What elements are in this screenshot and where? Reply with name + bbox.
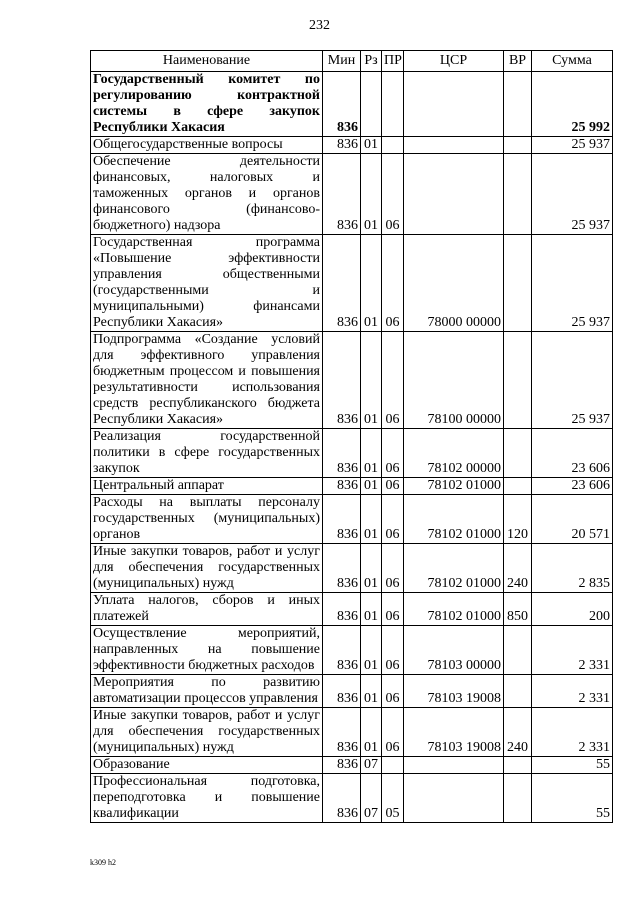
row-csr: 78102 01000 bbox=[404, 478, 504, 495]
row-vr: 240 bbox=[504, 544, 532, 593]
table-row bbox=[91, 675, 613, 708]
row-vr bbox=[504, 478, 532, 495]
table-row bbox=[91, 626, 613, 675]
row-pr: 06 bbox=[382, 495, 404, 544]
row-pr bbox=[382, 72, 404, 137]
header-csr: ЦСР bbox=[404, 51, 504, 72]
row-sum: 55 bbox=[532, 774, 613, 823]
table-header-row bbox=[91, 51, 613, 72]
row-pr: 06 bbox=[382, 332, 404, 429]
row-vr bbox=[504, 757, 532, 774]
row-name: Уплата налогов, сборов и иных платежей bbox=[91, 593, 323, 626]
row-vr bbox=[504, 235, 532, 332]
row-vr: 850 bbox=[504, 593, 532, 626]
row-csr: 78102 00000 bbox=[404, 429, 504, 478]
row-rz: 01 bbox=[361, 137, 382, 154]
row-min: 836 bbox=[323, 774, 361, 823]
row-min: 836 bbox=[323, 332, 361, 429]
table-row bbox=[91, 708, 613, 757]
table-row bbox=[91, 593, 613, 626]
row-vr bbox=[504, 332, 532, 429]
table-row bbox=[91, 154, 613, 235]
row-rz: 01 bbox=[361, 495, 382, 544]
row-vr bbox=[504, 675, 532, 708]
row-rz: 01 bbox=[361, 544, 382, 593]
row-pr bbox=[382, 757, 404, 774]
table-row bbox=[91, 478, 613, 495]
row-name: Иные закупки товаров, работ и услуг для обеспечения государственных (муниципальных) нужд bbox=[91, 544, 323, 593]
header-rz: Рз bbox=[361, 51, 382, 72]
row-rz: 01 bbox=[361, 675, 382, 708]
header-pr: ПР bbox=[382, 51, 404, 72]
row-csr bbox=[404, 154, 504, 235]
row-vr bbox=[504, 72, 532, 137]
row-csr: 78102 01000 bbox=[404, 593, 504, 626]
row-sum: 200 bbox=[532, 593, 613, 626]
row-rz bbox=[361, 72, 382, 137]
row-csr: 78103 19008 bbox=[404, 708, 504, 757]
row-rz: 01 bbox=[361, 708, 382, 757]
row-pr bbox=[382, 137, 404, 154]
row-csr bbox=[404, 757, 504, 774]
row-rz: 07 bbox=[361, 774, 382, 823]
row-name: Подпрограмма «Создание условий для эффективного управления бюджетным процессом и повышения результативности использования средств республиканского бюджета Республики Хакасия» bbox=[91, 332, 323, 429]
row-vr: 120 bbox=[504, 495, 532, 544]
row-min: 836 bbox=[323, 72, 361, 137]
row-sum: 25 937 bbox=[532, 235, 613, 332]
row-csr: 78102 01000 bbox=[404, 544, 504, 593]
row-pr: 06 bbox=[382, 235, 404, 332]
row-min: 836 bbox=[323, 478, 361, 495]
header-vr: ВР bbox=[504, 51, 532, 72]
table-row bbox=[91, 235, 613, 332]
row-min: 836 bbox=[323, 708, 361, 757]
row-sum: 2 331 bbox=[532, 626, 613, 675]
row-rz: 01 bbox=[361, 593, 382, 626]
row-vr bbox=[504, 429, 532, 478]
table-row bbox=[91, 332, 613, 429]
row-pr: 05 bbox=[382, 774, 404, 823]
row-min: 836 bbox=[323, 137, 361, 154]
row-pr: 06 bbox=[382, 675, 404, 708]
row-sum: 25 937 bbox=[532, 137, 613, 154]
row-sum: 2 331 bbox=[532, 675, 613, 708]
table-body bbox=[91, 72, 613, 823]
table-row bbox=[91, 429, 613, 478]
row-rz: 01 bbox=[361, 235, 382, 332]
row-min: 836 bbox=[323, 429, 361, 478]
row-csr: 78100 00000 bbox=[404, 332, 504, 429]
row-pr: 06 bbox=[382, 593, 404, 626]
row-pr: 06 bbox=[382, 429, 404, 478]
table-row bbox=[91, 495, 613, 544]
row-name: Расходы на выплаты персоналу государственных (муниципальных) органов bbox=[91, 495, 323, 544]
table-row bbox=[91, 137, 613, 154]
table-row bbox=[91, 72, 613, 137]
row-min: 836 bbox=[323, 626, 361, 675]
row-csr bbox=[404, 137, 504, 154]
row-csr: 78102 01000 bbox=[404, 495, 504, 544]
row-csr: 78103 19008 bbox=[404, 675, 504, 708]
row-rz: 01 bbox=[361, 332, 382, 429]
row-rz: 07 bbox=[361, 757, 382, 774]
row-sum: 25 992 bbox=[532, 72, 613, 137]
row-rz: 01 bbox=[361, 154, 382, 235]
budget-table bbox=[90, 50, 613, 823]
row-csr bbox=[404, 774, 504, 823]
row-rz: 01 bbox=[361, 478, 382, 495]
row-csr: 78103 00000 bbox=[404, 626, 504, 675]
row-min: 836 bbox=[323, 544, 361, 593]
header-sum: Сумма bbox=[532, 51, 613, 72]
row-sum: 20 571 bbox=[532, 495, 613, 544]
row-vr bbox=[504, 774, 532, 823]
row-csr bbox=[404, 72, 504, 137]
row-min: 836 bbox=[323, 593, 361, 626]
row-vr: 240 bbox=[504, 708, 532, 757]
row-vr bbox=[504, 626, 532, 675]
row-name: Государственный комитет по регулированию контрактной системы в сфере закупок Республики Хакасия bbox=[91, 72, 323, 137]
row-min: 836 bbox=[323, 154, 361, 235]
row-sum: 23 606 bbox=[532, 478, 613, 495]
row-sum: 2 835 bbox=[532, 544, 613, 593]
row-name: Общегосударственные вопросы bbox=[91, 137, 323, 154]
row-min: 836 bbox=[323, 757, 361, 774]
row-pr: 06 bbox=[382, 626, 404, 675]
row-name: Профессиональная подготовка, переподготовка и повышение квалификации bbox=[91, 774, 323, 823]
table-row bbox=[91, 544, 613, 593]
row-name: Центральный аппарат bbox=[91, 478, 323, 495]
row-pr: 06 bbox=[382, 478, 404, 495]
page-number: 232 bbox=[309, 18, 330, 33]
row-sum: 25 937 bbox=[532, 332, 613, 429]
footer-code: k309 h2 bbox=[90, 858, 116, 867]
row-pr: 06 bbox=[382, 154, 404, 235]
row-pr: 06 bbox=[382, 544, 404, 593]
row-rz: 01 bbox=[361, 429, 382, 478]
table-row bbox=[91, 757, 613, 774]
row-name: Государственная программа «Повышение эффективности управления общественными (государственными и муниципальными) финансами Республики Хакасия» bbox=[91, 235, 323, 332]
row-min: 836 bbox=[323, 235, 361, 332]
row-sum: 2 331 bbox=[532, 708, 613, 757]
row-vr bbox=[504, 137, 532, 154]
row-sum: 55 bbox=[532, 757, 613, 774]
row-vr bbox=[504, 154, 532, 235]
table-row bbox=[91, 774, 613, 823]
row-min: 836 bbox=[323, 675, 361, 708]
header-min: Мин bbox=[323, 51, 361, 72]
row-name: Реализация государственной политики в сфере государственных закупок bbox=[91, 429, 323, 478]
row-csr: 78000 00000 bbox=[404, 235, 504, 332]
header-name: Наименование bbox=[91, 51, 323, 72]
row-name: Мероприятия по развитию автоматизации процессов управления bbox=[91, 675, 323, 708]
row-min: 836 bbox=[323, 495, 361, 544]
row-name: Обеспечение деятельности финансовых, налоговых и таможенных органов и органов финансового (финансово-бюджетного) надзора bbox=[91, 154, 323, 235]
row-sum: 25 937 bbox=[532, 154, 613, 235]
row-pr: 06 bbox=[382, 708, 404, 757]
row-name: Иные закупки товаров, работ и услуг для обеспечения государственных (муниципальных) нужд bbox=[91, 708, 323, 757]
row-sum: 23 606 bbox=[532, 429, 613, 478]
row-name: Осуществление мероприятий, направленных на повышение эффективности бюджетных расходов bbox=[91, 626, 323, 675]
row-rz: 01 bbox=[361, 626, 382, 675]
row-name: Образование bbox=[91, 757, 323, 774]
